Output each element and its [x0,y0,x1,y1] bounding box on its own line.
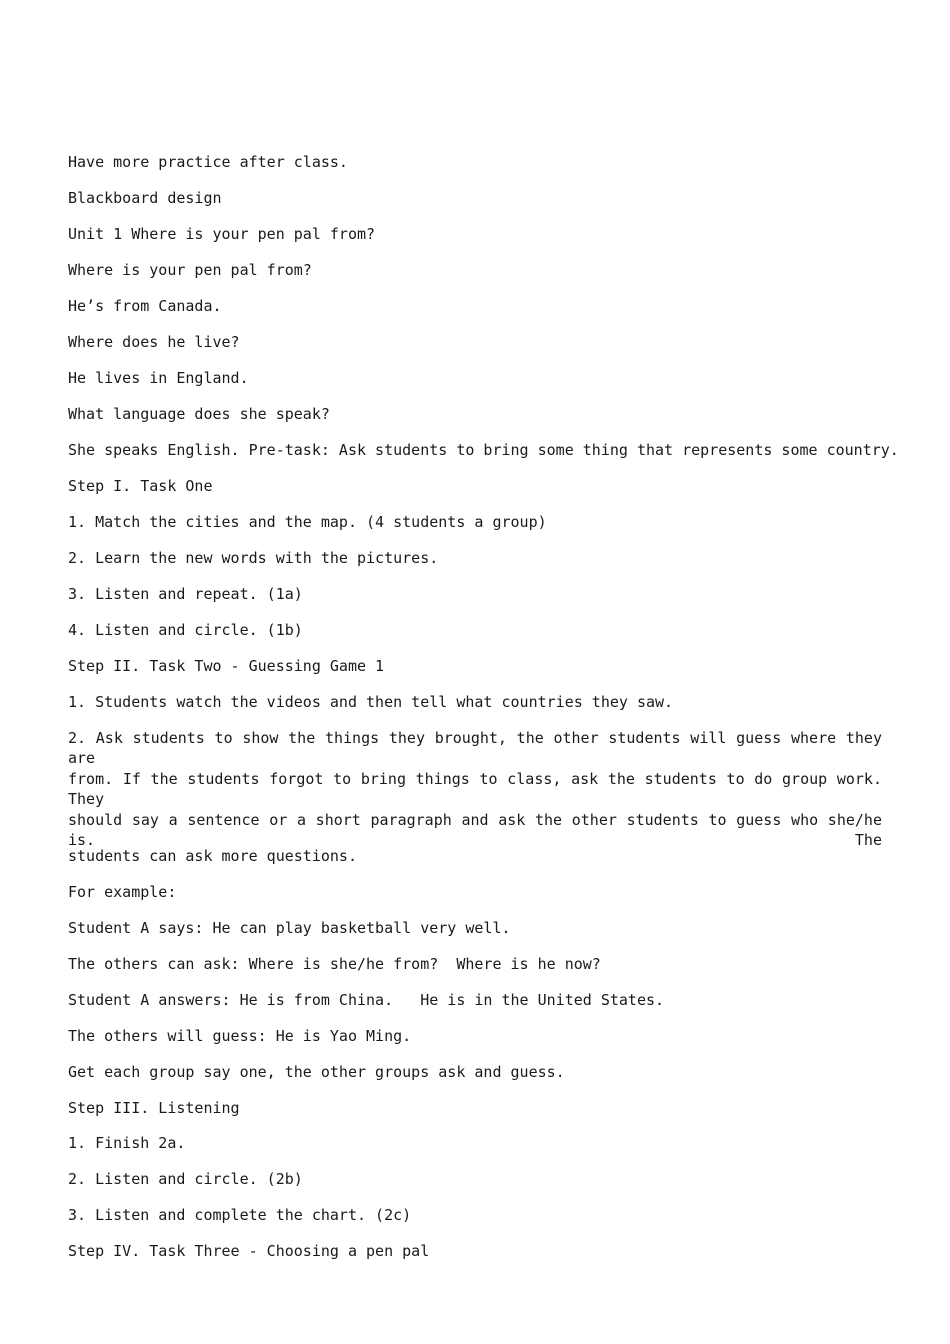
text-line: 1. Match the cities and the map. (4 students a group) [68,513,547,531]
text-line: For example: [68,883,177,901]
text-line: 2. Learn the new words with the pictures. [68,549,439,567]
text-line: 3. Listen and complete the chart. (2c) [68,1206,412,1224]
text-line: Step I. Task One [68,477,213,495]
text-line: He’s from Canada. [68,297,222,315]
text-line: Blackboard design [68,189,222,207]
text-line: 2. Ask students to show the things they brought, the other students will guess where they are [68,729,882,767]
text-line: from. If the students forgot to bring things to class, ask the students to do group work. They [68,770,882,808]
text-line: Step II. Task Two - Guessing Game 1 [68,657,385,675]
text-line: Student A answers: He is from China. He is in the United States. [68,991,665,1009]
text-line: 1. Students watch the videos and then tell what countries they saw. [68,693,674,711]
text-line: Step III. Listening [68,1099,240,1117]
text-line: He lives in England. [68,369,249,387]
text-line: Have more practice after class. [68,153,348,171]
text-line: 1. Finish 2a. [68,1134,186,1152]
text-line: should say a sentence or a short paragraph and ask the other students to guess who she/he is. The [68,811,882,849]
text-line: Unit 1 Where is your pen pal from? [68,225,376,243]
text-line: Get each group say one, the other groups ask and guess. [68,1063,565,1081]
text-line: Where is your pen pal from? [68,261,312,279]
text-line: Step IV. Task Three - Choosing a pen pal [68,1242,430,1260]
text-line: 2. Listen and circle. (2b) [68,1170,303,1188]
text-line: The others can ask: Where is she/he from? Where is he now? [68,955,601,973]
text-line: 4. Listen and circle. (1b) [68,621,303,639]
text-line: students can ask more questions. [68,847,357,865]
text-line: She speaks English. Pre-task: Ask students to bring some thing that represents some country. [68,441,899,459]
text-line: The others will guess: He is Yao Ming. [68,1027,412,1045]
text-line: 3. Listen and repeat. (1a) [68,585,303,603]
text-line: Student A says: He can play basketball very well. [68,919,511,937]
text-line: Where does he live? [68,333,240,351]
text-line: What language does she speak? [68,405,330,423]
